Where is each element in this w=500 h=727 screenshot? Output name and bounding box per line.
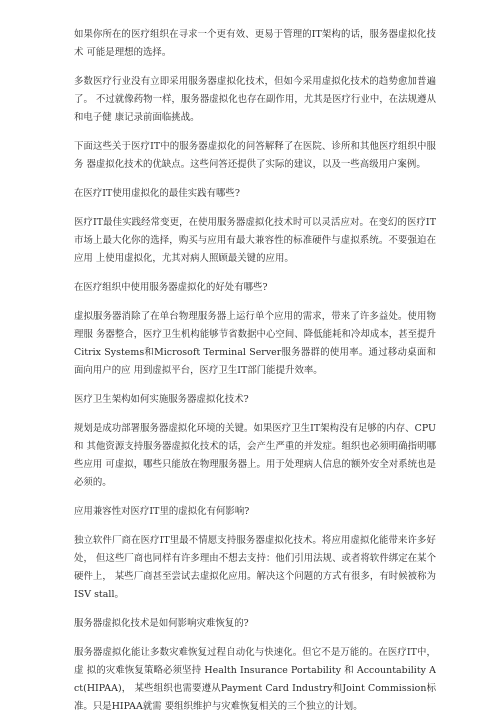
overview-paragraph: 下面这些关于医疗IT中的服务器虚拟化的问答解释了在医院、诊所和其他医疗组织中服务 器虚拟化技术的优缺点。这些问答还提供了实际的建议，以及一些高级用户案例。 [74,141,436,170]
answer-disaster-recovery: 服务器虚拟化能让多数灾难恢复过程自动化与快速化。但它不是万能的。在医疗IT中，虚 拟的灾难恢复策略必须坚持 Health Insurance Portability 和 Accountability Act(HIPAA)， 某些组织也需要遵从Payment Card Industry和Joint Commission标准。只是HIPAA就需 要组织维护与灾难恢复相关的三个独立的计划。 [74,647,436,712]
adoption-paragraph: 多数医疗行业没有立即采用服务器虚拟化技术，但如今采用虚拟化技术的趋势愈加普遍了。 不过就像药物一样，服务器虚拟化也存在副作用，尤其是医疗行业中，在法规遵从和电子健 康记录前面临挑战。 [74,76,436,123]
answer-compatibility: 独立软件厂商在医疗IT里最不情愿支持服务器虚拟化技术。将应用虚拟化能带来许多好处， 但这些厂商也同样有许多理由不想去支持：他们引用法规、或者将软件绑定在某个硬件上， 某些厂商甚至尝试去虚拟化应用。解决这个问题的方式有很多，有时候被称为ISV stall。 [74,535,436,600]
question-implementation: 医疗卫生架构如何实施服务器虚拟化技术? [74,394,249,405]
question-benefits: 在医疗组织中使用服务器虚拟化的好处有哪些? [74,282,268,293]
intro-paragraph: 如果你所在的医疗组织在寻求一个更有效、更易于管理的IT架构的话，服务器虚拟化技术 可能是理想的选择。 [74,29,436,58]
answer-implementation: 规划是成功部署服务器虚拟化环境的关键。如果医疗卫生IT架构没有足够的内存、CPU和 其他资源支持服务器虚拟化技术的话，会产生严重的并发症。组织也必须明确指明哪些应用 可虚拟，哪些只能放在物理服务器上。用于处理病人信息的额外安全对系统也是必须的。 [74,423,436,488]
answer-best-practices: 医疗IT最佳实践经常变更，在使用服务器虚拟化技术时可以灵活应对。在变幻的医疗IT 市场上最大化你的选择，购买与应用有最大兼容性的标准硬件与虚拟系统。不要强迫在应用 上使用虚拟化，尤其对病人照顾最关键的应用。 [74,217,436,264]
answer-benefits: 虚拟服务器消除了在单台物理服务器上运行单个应用的需求，带来了许多益处。使用物理服 务器整合，医疗卫生机构能够节省数据中心空间、降低能耗和冷却成本，甚至提升Citrix Systems和Microsoft Terminal Server服务器群的使用率。通过移动桌面和面向用户的应 用到虚拟平台，医疗卫生IT部门能提升效率。 [74,311,436,376]
question-best-practices: 在医疗IT使用虚拟化的最佳实践有哪些? [74,188,240,199]
question-disaster-recovery: 服务器虚拟化技术是如何影响灾难恢复的? [74,618,249,629]
article-body [74,26,436,727]
question-compatibility: 应用兼容性对医疗IT里的虚拟化有何影响? [74,506,250,517]
